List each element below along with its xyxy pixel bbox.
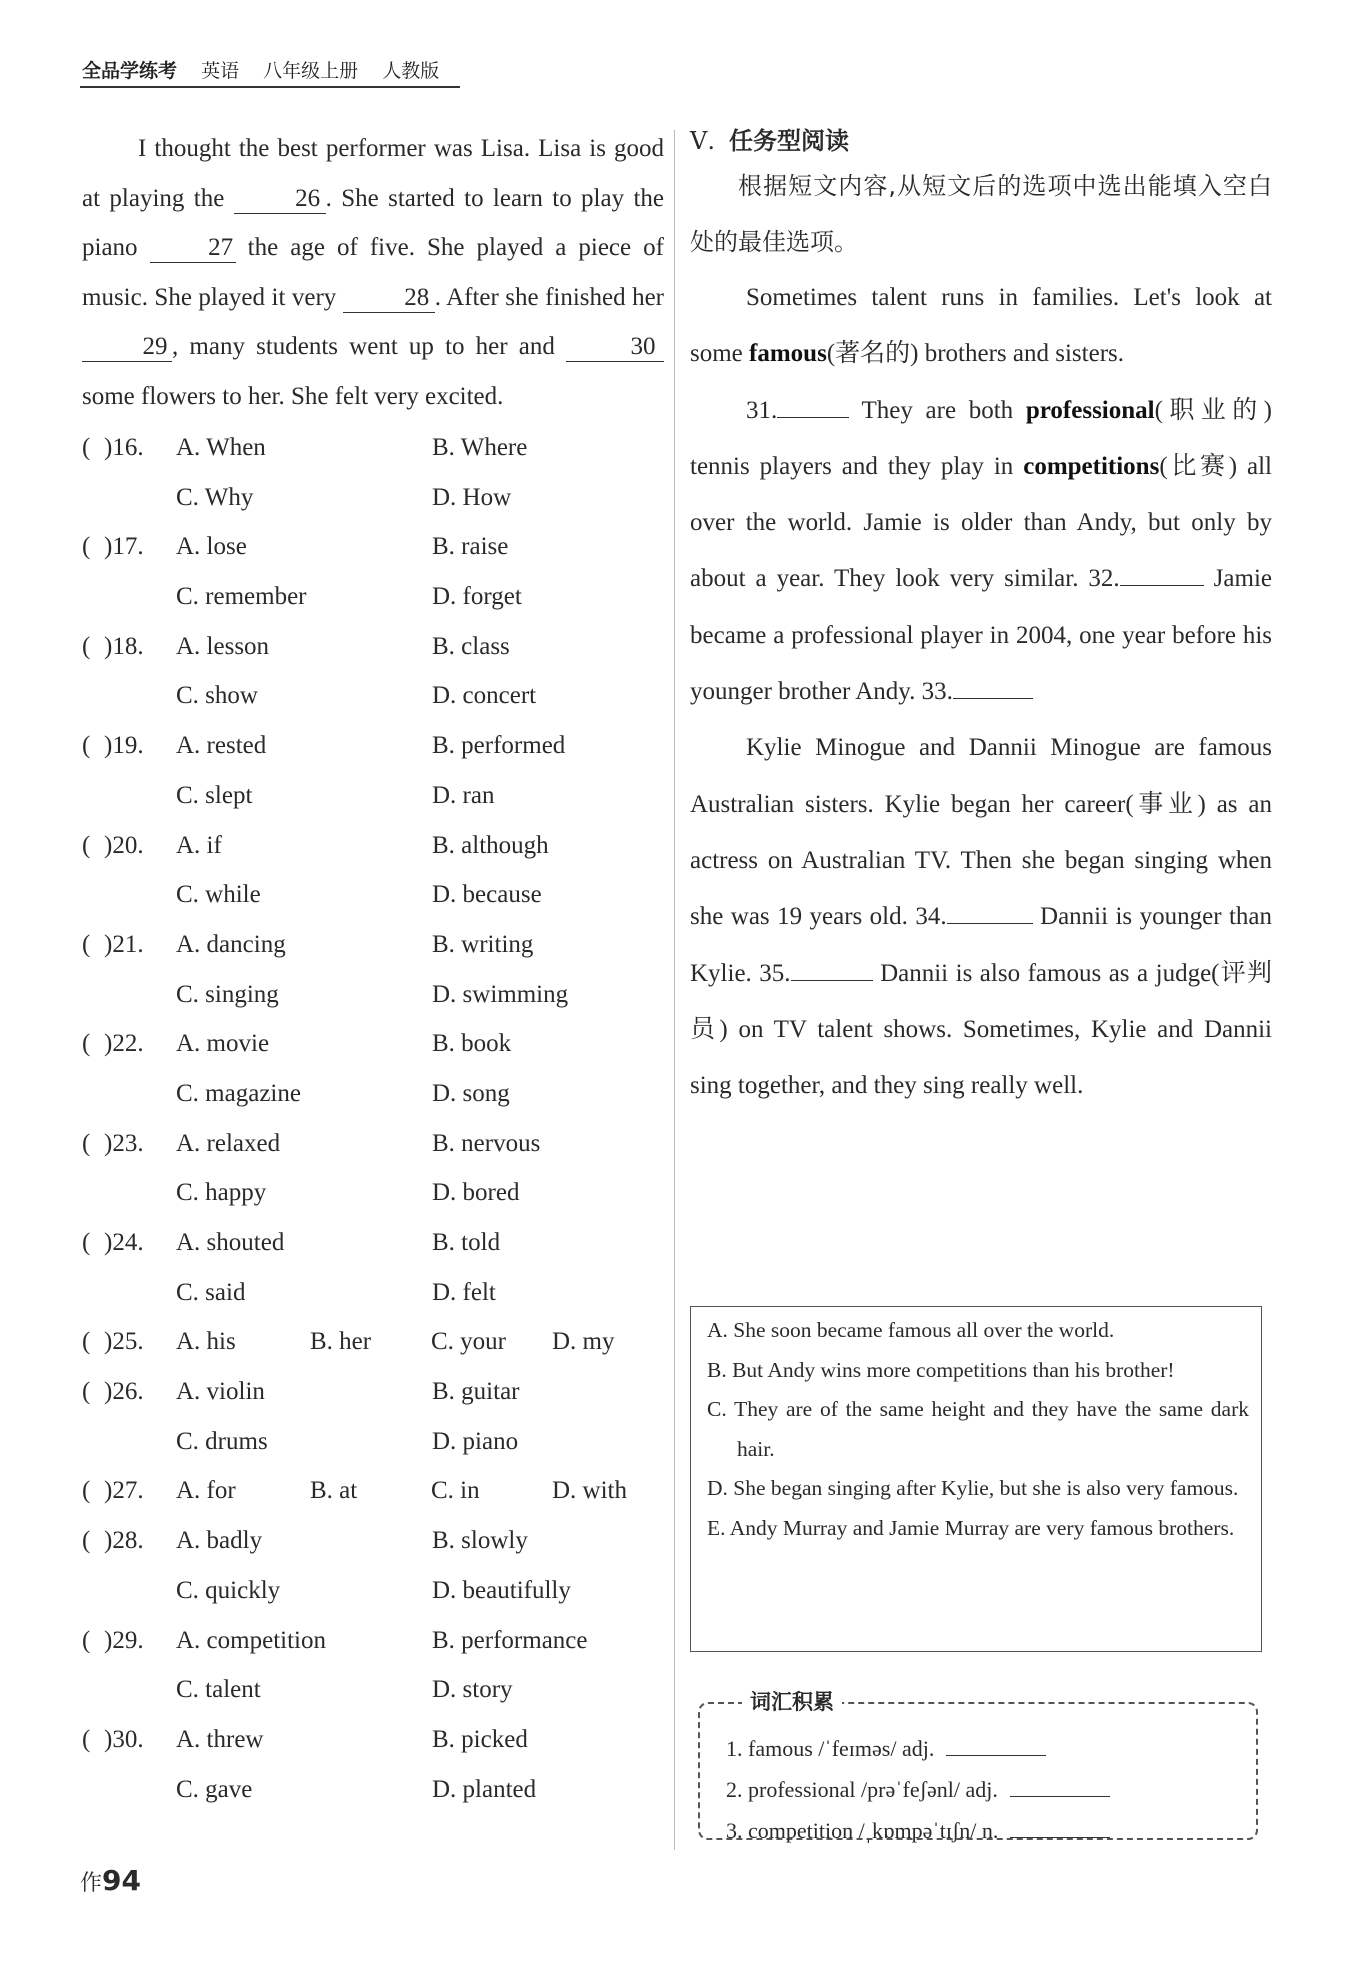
answer-paren[interactable]: (	[82, 1527, 91, 1555]
question-row	[82, 572, 664, 622]
option-c: C. happy	[176, 1179, 267, 1207]
question-row	[82, 970, 664, 1020]
blank-30[interactable]: 30	[566, 333, 664, 362]
question-number: )21.	[104, 930, 144, 958]
option-a: A. shouted	[176, 1229, 285, 1256]
question-row	[82, 1317, 664, 1367]
reading-paragraph-3: Kylie Minogue and Dannii Minogue are famous Australian sisters. Kylie began her career(事业) as an actress on Australian TV. Then she began singing when she was 19 years old. 34. Dannii is younger than Kylie. 35. Dannii is also famous as a judge(评判员) on TV talent shows. Sometimes, Kylie and Dannii sing together, and they sing really well.	[690, 734, 1273, 1100]
question-number: )19.	[104, 732, 144, 760]
option-c: C. remember	[176, 583, 307, 611]
question-row	[82, 1168, 664, 1218]
question-row	[82, 622, 664, 672]
question-number: )27.	[104, 1477, 144, 1505]
option-c: C. quickly	[176, 1576, 281, 1604]
vocab-item: 1. famous /ˈfeɪməs/ adj.	[726, 1728, 1110, 1769]
answer-paren[interactable]: (	[82, 831, 91, 859]
answer-paren[interactable]: (	[82, 930, 91, 958]
vocab-list	[726, 1728, 1110, 1851]
blank-32[interactable]	[1120, 585, 1204, 586]
option-a: A. She soon became famous all over the world.	[707, 1318, 1115, 1342]
blank-27[interactable]: 27	[150, 234, 236, 263]
option-b: B. at	[310, 1477, 358, 1505]
option-d: D. planted	[432, 1775, 537, 1803]
question-row	[82, 1367, 664, 1417]
option-e: E. Andy Murray and Jamie Murray are very famous brothers.	[707, 1515, 1235, 1540]
cloze-passage: I thought the best performer was Lisa. Lisa is good at playing the 26 . She started to learn to play the piano 27 the age of five. She played a piece of music. She played it very 28 . After she finished her 29 , many students went up to her and 30 some flowers to her. She felt very excited.	[82, 135, 665, 410]
option-c: C. your	[431, 1328, 506, 1356]
answer-paren[interactable]: (	[82, 1129, 91, 1157]
section-instruction: 根据短文内容,从短文后的选项中选出能填入空白处的最佳选项。	[690, 172, 1272, 256]
option-c: C. said	[176, 1278, 246, 1306]
option-a: A. dancing	[176, 930, 286, 958]
question-number: )16.	[104, 434, 144, 461]
option-b: B. performance	[432, 1626, 588, 1654]
option-c: C. show	[176, 682, 258, 710]
option-b: B. picked	[432, 1725, 528, 1753]
option-b: B. although	[432, 831, 549, 859]
answer-paren[interactable]: (	[82, 434, 91, 461]
option-c: C. talent	[176, 1676, 261, 1704]
answer-paren[interactable]: (	[82, 732, 91, 760]
option-b: B. her	[310, 1328, 372, 1356]
question-number: )23.	[104, 1129, 144, 1157]
option-a: A. competition	[176, 1626, 326, 1654]
question-row	[82, 1466, 664, 1516]
option-b: B. told	[432, 1229, 501, 1256]
vocab-answer-3[interactable]	[1010, 1819, 1110, 1838]
vocab-answer-1[interactable]	[946, 1737, 1046, 1756]
option-b: B. class	[432, 632, 510, 660]
option-c: C. They are of the same height and they have the same dark hair.	[707, 1397, 1249, 1461]
option-a: A. rested	[176, 732, 267, 760]
option-d: D. with	[552, 1477, 627, 1505]
option-d: D. piano	[432, 1427, 519, 1455]
question-row	[82, 1566, 664, 1616]
column-divider	[674, 130, 675, 1850]
option-a: A. badly	[176, 1527, 263, 1555]
question-number: )29.	[104, 1626, 144, 1654]
footer-prefix: 作	[80, 1871, 103, 1896]
option-c: C. singing	[176, 980, 279, 1008]
vocab-item: 2. professional /prəˈfeʃənl/ adj.	[726, 1769, 1110, 1810]
answer-paren[interactable]: (	[82, 632, 91, 660]
option-a: A. When	[176, 434, 266, 461]
question-number: )30.	[104, 1725, 144, 1753]
blank-35[interactable]	[791, 980, 873, 981]
blank-26[interactable]: 26	[234, 185, 326, 214]
page-header	[82, 56, 457, 83]
right-column	[690, 124, 1272, 1114]
question-row	[82, 1218, 664, 1268]
answer-paren[interactable]: (	[82, 1030, 91, 1058]
page-number: 94	[102, 1864, 141, 1897]
question-number: )24.	[104, 1229, 144, 1256]
option-b: B. But Andy wins more competitions than his brother!	[707, 1357, 1175, 1382]
question-row	[82, 423, 664, 473]
option-d: D. bored	[432, 1179, 520, 1207]
option-c: C. Why	[176, 483, 254, 511]
answer-paren[interactable]: (	[82, 533, 91, 561]
option-b: B. Where	[432, 434, 528, 461]
question-row	[82, 1516, 664, 1566]
option-d: D. swimming	[432, 980, 569, 1008]
blank-34[interactable]	[947, 923, 1033, 924]
question-row	[82, 1119, 664, 1169]
option-a: A. his	[176, 1328, 236, 1356]
header-rule	[80, 86, 460, 88]
question-number: )17.	[104, 533, 144, 561]
option-c: C. magazine	[176, 1079, 301, 1107]
question-number: )28.	[104, 1527, 144, 1555]
subject: 英语	[201, 60, 240, 82]
option-d: D. my	[552, 1328, 615, 1356]
question-number: )20.	[104, 831, 144, 859]
question-row	[82, 1417, 664, 1467]
option-b: B. performed	[432, 732, 566, 760]
option-b: B. raise	[432, 533, 509, 561]
edition: 人教版	[382, 60, 440, 82]
question-list	[82, 423, 664, 1814]
question-row	[82, 522, 664, 572]
option-d: D. story	[432, 1676, 513, 1704]
answer-paren[interactable]: (	[82, 1328, 91, 1356]
vocab-answer-2[interactable]	[1010, 1778, 1110, 1797]
option-b: B. nervous	[432, 1129, 541, 1157]
option-a: A. lesson	[176, 632, 270, 660]
option-c: C. slept	[176, 781, 253, 809]
question-row	[82, 1069, 664, 1119]
option-b: B. writing	[432, 930, 534, 958]
option-d: D. ran	[432, 781, 495, 809]
option-a: A. violin	[176, 1378, 265, 1406]
blank-28[interactable]: 28	[343, 284, 435, 313]
option-c: C. drums	[176, 1427, 268, 1455]
answer-paren[interactable]: (	[82, 1378, 91, 1406]
option-d: D. felt	[432, 1278, 496, 1306]
option-d: D. beautifully	[432, 1576, 571, 1604]
question-number: )26.	[104, 1378, 144, 1406]
option-a: A. if	[176, 831, 222, 859]
option-c: C. while	[176, 881, 261, 909]
answer-paren[interactable]: (	[82, 1626, 91, 1654]
option-d: D. forget	[432, 583, 522, 611]
option-a: A. threw	[176, 1725, 264, 1753]
reading-paragraph-1: Sometimes talent runs in families. Let's look at some famous(著名的) brothers and sisters.	[690, 284, 1272, 368]
question-number: )18.	[104, 632, 144, 660]
question-row	[82, 1268, 664, 1318]
question-row	[82, 1665, 664, 1715]
vocab-title: 词汇积累	[742, 1686, 842, 1716]
answer-paren[interactable]: (	[82, 1725, 91, 1753]
left-column	[82, 124, 664, 1814]
grade: 八年级上册	[263, 60, 359, 82]
question-row	[82, 920, 664, 970]
option-d: D. song	[432, 1079, 510, 1107]
option-b: B. slowly	[432, 1527, 528, 1555]
brand-name: 全品学练考	[82, 60, 178, 82]
question-row	[82, 1616, 664, 1666]
option-d: D. How	[432, 483, 512, 511]
option-a: A. lose	[176, 533, 247, 561]
answer-paren[interactable]: (	[82, 1229, 91, 1256]
question-row	[82, 821, 664, 871]
page-footer	[80, 1864, 141, 1897]
answer-paren[interactable]: (	[82, 1477, 91, 1505]
option-a: A. for	[176, 1477, 236, 1505]
section-title: Ⅴ. 任务型阅读	[690, 127, 849, 155]
question-row	[82, 671, 664, 721]
question-number: )22.	[104, 1030, 144, 1058]
question-row	[82, 771, 664, 821]
question-number: )25.	[104, 1328, 144, 1356]
question-row	[82, 721, 664, 771]
blank-31[interactable]	[777, 417, 849, 418]
option-d: D. because	[432, 881, 542, 909]
question-row	[82, 473, 664, 523]
question-row	[82, 1715, 664, 1765]
options-box	[690, 1306, 1262, 1652]
option-c: C. in	[431, 1477, 480, 1505]
option-d: D. concert	[432, 682, 537, 710]
vocab-box	[698, 1692, 1258, 1842]
question-row	[82, 1765, 664, 1815]
blank-33[interactable]	[953, 698, 1033, 699]
question-row	[82, 870, 664, 920]
option-d: D. She began singing after Kylie, but she is also very famous.	[707, 1476, 1239, 1500]
question-row	[82, 1019, 664, 1069]
vocab-item: 3. competition /ˌkɒmpəˈtɪʃn/ n.	[726, 1810, 1110, 1851]
blank-29[interactable]: 29	[82, 333, 172, 362]
option-b: B. book	[432, 1030, 512, 1058]
option-b: B. guitar	[432, 1378, 520, 1406]
option-a: A. relaxed	[176, 1129, 281, 1157]
reading-paragraph-2: 31. They are both professional(职业的) tennis players and they play in competitions(比赛) all over the world. Jamie is older than Andy, but only by about a year. They look very similar. 32. Jamie became a professional player in 2004, one year before his younger brother Andy. 33.	[690, 396, 1272, 706]
option-c: C. gave	[176, 1775, 253, 1803]
option-a: A. movie	[176, 1030, 270, 1058]
